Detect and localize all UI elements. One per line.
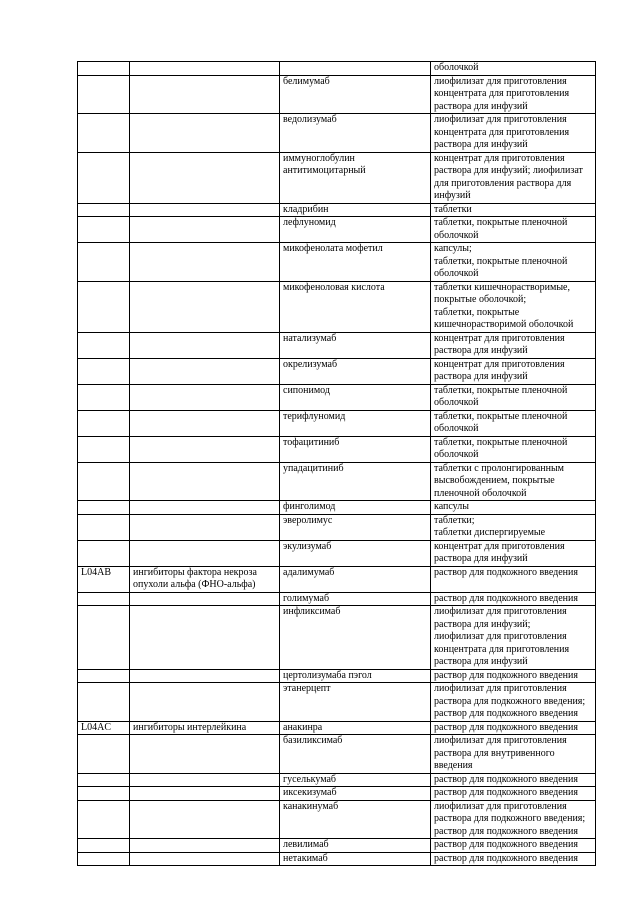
drug-name-cell: канакинумаб <box>280 800 431 839</box>
pharmacological-group-cell <box>130 852 280 866</box>
table-row <box>78 501 596 515</box>
dosage-form-cell <box>431 839 596 853</box>
atc-code-cell <box>78 669 130 683</box>
atc-code-cell <box>78 592 130 606</box>
pharmacological-group-cell <box>130 358 280 384</box>
pharmacological-group-cell <box>130 566 280 592</box>
drug-name-cell: ведолизумаб <box>280 114 431 153</box>
drug-name-cell: кладрибин <box>280 203 431 217</box>
dosage-form-line: покрытые оболочкой; <box>434 294 527 305</box>
dosage-form-cell <box>431 800 596 839</box>
dosage-form-line: раствора для подкожного введения; <box>434 695 586 707</box>
group-text-line: ингибиторы фактора некроза <box>133 566 257 578</box>
dosage-form-line: лиофилизат для приготовления <box>434 631 567 642</box>
pharmacological-group-cell <box>130 800 280 839</box>
dosage-form-line: концентрата для приготовления <box>434 126 570 138</box>
dosage-form-line: капсулы; <box>434 243 472 254</box>
drug-name-cell: финголимод <box>280 501 431 515</box>
dosage-form-cell <box>431 462 596 501</box>
dosage-form-line: лиофилизат для приготовления <box>434 75 567 87</box>
dosage-form-cell <box>431 410 596 436</box>
pharmacological-group-cell <box>130 62 280 76</box>
dosage-form-line: для приготовления раствора для <box>434 177 572 189</box>
dosage-form-cell <box>431 514 596 540</box>
dosage-form-line: раствора для инфузий <box>434 656 528 667</box>
drug-name-cell: сипонимод <box>280 384 431 410</box>
pharmacological-group-cell <box>130 243 280 282</box>
table-row <box>78 787 596 801</box>
table-row <box>78 75 596 114</box>
dosage-form-line: пленочной оболочкой <box>434 487 527 499</box>
pharmacological-group-cell <box>130 332 280 358</box>
table-row <box>78 852 596 866</box>
dosage-form-cell <box>431 683 596 722</box>
pharmacological-group-cell <box>130 384 280 410</box>
dosage-form-line: лиофилизат для приготовления <box>434 606 567 617</box>
pharmacological-group-cell <box>130 540 280 566</box>
dosage-form-line: инфузий <box>434 190 471 201</box>
dosage-form-cell <box>431 436 596 462</box>
atc-code-cell <box>78 462 130 501</box>
dosage-form-line: концентрат для приготовления <box>434 152 565 164</box>
dosage-form-line: таблетки, покрытые пленочной <box>434 384 568 396</box>
dosage-form-cell <box>431 566 596 592</box>
dosage-form-cell <box>431 501 596 515</box>
atc-code-cell <box>78 436 130 462</box>
table-row <box>78 773 596 787</box>
dosage-form-line: таблетки, покрытые пленочной <box>434 436 568 448</box>
atc-code-cell <box>78 114 130 153</box>
pharmacological-group-cell <box>130 501 280 515</box>
atc-code-cell: L04AB <box>78 566 130 592</box>
drug-name-cell: гуселькумаб <box>280 773 431 787</box>
dosage-form-cell <box>431 592 596 606</box>
drug-name-cell: анакинра <box>280 721 431 735</box>
drug-name-cell <box>280 152 431 203</box>
atc-code-cell <box>78 217 130 243</box>
pharmacological-group-cell <box>130 735 280 774</box>
drug-name-cell: тофацитиниб <box>280 436 431 462</box>
drug-name-cell: окрелизумаб <box>280 358 431 384</box>
dosage-form-line: лиофилизат для приготовления <box>434 683 567 694</box>
dosage-form-cell <box>431 735 596 774</box>
dosage-form-line: концентрата для приготовления <box>434 643 570 655</box>
atc-code-cell <box>78 384 130 410</box>
table-row <box>78 669 596 683</box>
pharmacological-group-cell <box>130 683 280 722</box>
atc-code-cell <box>78 62 130 76</box>
atc-code-cell <box>78 800 130 839</box>
atc-code-cell <box>78 358 130 384</box>
table-row <box>78 281 596 332</box>
drug-name-cell: иксекизумаб <box>280 787 431 801</box>
dosage-form-line: раствор для подкожного введения <box>434 566 578 578</box>
pharmacological-group-cell <box>130 436 280 462</box>
drug-name-line: иммуноглобулин <box>283 152 355 164</box>
table-row <box>78 358 596 384</box>
pharmacological-group-cell <box>130 592 280 606</box>
atc-code-cell <box>78 735 130 774</box>
table-row <box>78 410 596 436</box>
pharmacological-group-cell <box>130 114 280 153</box>
dosage-form-cell <box>431 281 596 332</box>
atc-code-cell <box>78 852 130 866</box>
atc-code-cell <box>78 787 130 801</box>
dosage-form-line: оболочкой <box>434 229 479 241</box>
dosage-form-line: таблетки, покрытые пленочной <box>434 217 568 228</box>
table-row <box>78 436 596 462</box>
dosage-form-line: раствор для подкожного введения <box>434 839 578 850</box>
dosage-form-cell <box>431 721 596 735</box>
atc-code-cell <box>78 683 130 722</box>
pharmacological-group-cell <box>130 217 280 243</box>
dosage-form-line: капсулы <box>434 501 469 512</box>
dosage-form-line: оболочкой <box>434 449 479 460</box>
atc-code-cell <box>78 606 130 670</box>
drug-name-cell: эверолимус <box>280 514 431 540</box>
dosage-form-line: раствор для подкожного введения <box>434 773 578 785</box>
drug-name-cell: микофеноловая кислота <box>280 281 431 332</box>
dosage-form-line: введения <box>434 760 473 771</box>
dosage-form-line: раствора для инфузий; лиофилизат <box>434 165 583 176</box>
drug-name-cell: натализумаб <box>280 332 431 358</box>
atc-code-cell <box>78 243 130 282</box>
atc-code-cell <box>78 773 130 787</box>
dosage-form-line: кишечнорастворимой оболочкой <box>434 319 574 330</box>
table-row <box>78 514 596 540</box>
drug-name-cell: терифлуномид <box>280 410 431 436</box>
group-text-line: опухоли альфа (ФНО-альфа) <box>133 579 256 590</box>
table-row <box>78 735 596 774</box>
medication-table <box>77 61 596 866</box>
dosage-form-line: таблетки, покрытые пленочной <box>434 255 568 267</box>
dosage-form-line: раствор для подкожного введения <box>434 708 578 719</box>
dosage-form-cell <box>431 384 596 410</box>
dosage-form-line: раствор для подкожного введения <box>434 787 578 798</box>
atc-code-cell <box>78 839 130 853</box>
dosage-form-cell <box>431 540 596 566</box>
drug-name-cell: инфликсимаб <box>280 606 431 670</box>
table-row <box>78 332 596 358</box>
drug-name-cell <box>280 62 431 76</box>
dosage-form-line: таблетки кишечнорастворимые, <box>434 281 570 293</box>
pharmacological-group-cell <box>130 75 280 114</box>
pharmacological-group-cell <box>130 839 280 853</box>
dosage-form-cell <box>431 787 596 801</box>
drug-name-cell: белимумаб <box>280 75 431 114</box>
pharmacological-group-cell <box>130 462 280 501</box>
dosage-form-line: раствора для подкожного введения; <box>434 813 586 824</box>
table-row <box>78 606 596 670</box>
table-row <box>78 152 596 203</box>
pharmacological-group-cell <box>130 152 280 203</box>
drug-name-cell: адалимумаб <box>280 566 431 592</box>
table-row <box>78 62 596 76</box>
pharmacological-group-cell <box>130 410 280 436</box>
pharmacological-group-cell <box>130 514 280 540</box>
table-row <box>78 243 596 282</box>
table-row <box>78 540 596 566</box>
drug-name-cell: голимумаб <box>280 592 431 606</box>
dosage-form-line: таблетки; <box>434 514 475 526</box>
table-row <box>78 721 596 735</box>
atc-code-cell <box>78 332 130 358</box>
dosage-form-line: оболочкой <box>434 423 479 434</box>
drug-name-cell: микофенолата мофетил <box>280 243 431 282</box>
dosage-form-line: раствора для инфузий <box>434 139 528 150</box>
atc-code-cell <box>78 410 130 436</box>
dosage-form-cell <box>431 669 596 683</box>
drug-name-cell: этанерцепт <box>280 683 431 722</box>
drug-name-cell: цертолизумаба пэгол <box>280 669 431 683</box>
drug-name-cell: лефлуномид <box>280 217 431 243</box>
dosage-form-line: концентрат для приготовления <box>434 358 565 370</box>
dosage-form-line: таблетки диспергируемые <box>434 527 546 538</box>
dosage-form-cell <box>431 203 596 217</box>
dosage-form-line: раствор для подкожного введения <box>434 852 578 864</box>
table-row <box>78 114 596 153</box>
dosage-form-line: раствор для подкожного введения <box>434 592 578 604</box>
atc-code-cell: L04AC <box>78 721 130 735</box>
dosage-form-line: раствора для инфузий <box>434 345 528 356</box>
dosage-form-cell <box>431 606 596 670</box>
dosage-form-cell <box>431 217 596 243</box>
dosage-form-cell <box>431 852 596 866</box>
dosage-form-cell <box>431 358 596 384</box>
dosage-form-cell <box>431 773 596 787</box>
table-row <box>78 683 596 722</box>
pharmacological-group-cell <box>130 203 280 217</box>
atc-code-cell <box>78 540 130 566</box>
dosage-form-line: концентрат для приготовления <box>434 540 565 552</box>
dosage-form-line: таблетки <box>434 203 472 215</box>
table-row <box>78 217 596 243</box>
pharmacological-group-cell <box>130 669 280 683</box>
drug-name-cell: экулизумаб <box>280 540 431 566</box>
dosage-form-line: концентрата для приготовления <box>434 88 570 99</box>
dosage-form-line: раствора для инфузий <box>434 553 528 564</box>
table-row <box>78 800 596 839</box>
pharmacological-group-cell <box>130 787 280 801</box>
dosage-form-line: раствора для инфузий <box>434 100 528 112</box>
dosage-form-line: таблетки, покрытые пленочной <box>434 410 568 422</box>
dosage-form-line: лиофилизат для приготовления <box>434 735 567 746</box>
dosage-form-cell <box>431 62 596 76</box>
table-row <box>78 566 596 592</box>
pharmacological-group-cell <box>130 606 280 670</box>
dosage-form-line: лиофилизат для приготовления <box>434 800 567 812</box>
drug-name-line: антитимоцитарный <box>283 165 366 176</box>
drug-name-cell: нетакимаб <box>280 852 431 866</box>
drug-name-cell: левилимаб <box>280 839 431 853</box>
medication-table-body <box>78 62 596 866</box>
dosage-form-line: высвобождением, покрытые <box>434 475 555 486</box>
atc-code-cell <box>78 281 130 332</box>
dosage-form-line: таблетки, покрытые <box>434 306 520 318</box>
atc-code-cell <box>78 514 130 540</box>
atc-code-cell <box>78 203 130 217</box>
table-row <box>78 462 596 501</box>
dosage-form-cell <box>431 243 596 282</box>
dosage-form-cell <box>431 152 596 203</box>
dosage-form-cell <box>431 75 596 114</box>
dosage-form-line: оболочкой <box>434 62 479 73</box>
dosage-form-line: раствор для подкожного введения <box>434 825 578 837</box>
drug-name-cell: базиликсимаб <box>280 735 431 774</box>
dosage-form-line: таблетки с пролонгированным <box>434 462 565 474</box>
dosage-form-line: концентрат для приготовления <box>434 332 565 344</box>
dosage-form-line: раствора для внутривенного <box>434 747 555 759</box>
pharmacological-group-cell <box>130 281 280 332</box>
dosage-form-line: раствора для инфузий; <box>434 618 531 630</box>
atc-code-cell <box>78 152 130 203</box>
dosage-form-cell <box>431 114 596 153</box>
dosage-form-line: оболочкой <box>434 397 479 408</box>
table-row <box>78 203 596 217</box>
dosage-form-line: раствор для подкожного введения <box>434 721 578 733</box>
pharmacological-group-cell <box>130 773 280 787</box>
dosage-form-line: раствор для подкожного введения <box>434 669 578 681</box>
drug-name-cell: упадацитиниб <box>280 462 431 501</box>
atc-code-cell <box>78 75 130 114</box>
atc-code-cell <box>78 501 130 515</box>
table-row <box>78 384 596 410</box>
dosage-form-cell <box>431 332 596 358</box>
table-row <box>78 592 596 606</box>
pharmacological-group-cell: ингибиторы интерлейкина <box>130 721 280 735</box>
dosage-form-line: лиофилизат для приготовления <box>434 114 567 125</box>
table-row <box>78 839 596 853</box>
dosage-form-line: оболочкой <box>434 268 479 279</box>
dosage-form-line: раствора для инфузий <box>434 371 528 382</box>
